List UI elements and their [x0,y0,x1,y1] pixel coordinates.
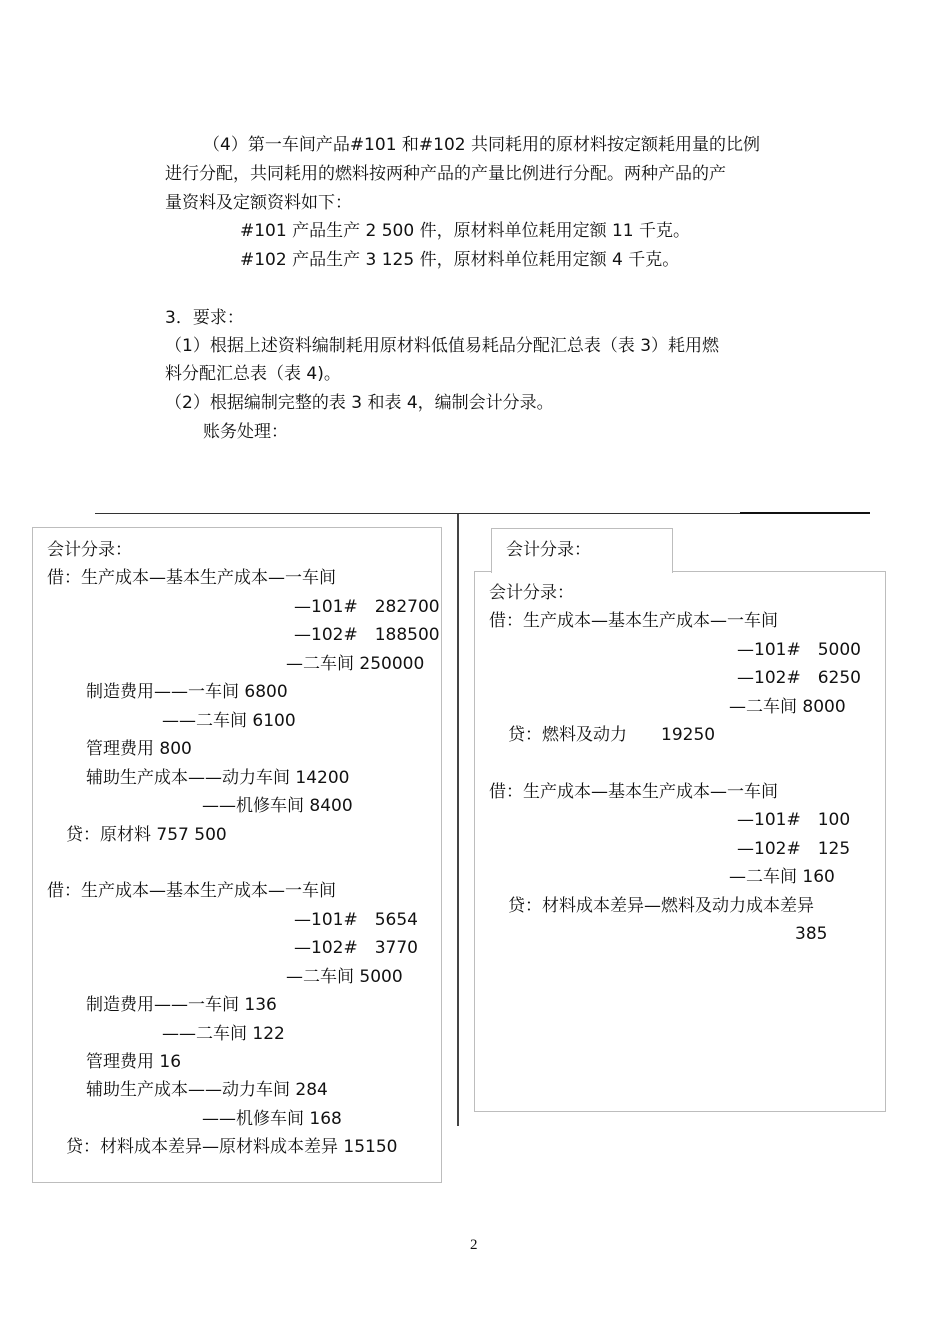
right-tab-label: 会计分录： [506,540,591,560]
left-e1-mgmt: 管理费用 800 [86,739,192,759]
left-e1-debit: 借：生产成本—基本生产成本—一车间 [47,568,336,588]
left-e1-aux-2: ——机修车间 8400 [202,796,353,816]
left-e1-102: —102# 188500 [294,625,440,645]
requirement-1-line-1: （1）根据上述资料编制耗用原材料低值易耗品分配汇总表（表 3）耗用燃 [165,336,720,356]
right-e1-workshop2: —二车间 8000 [729,697,846,717]
left-e1-mfg-2: ——二车间 6100 [162,711,296,731]
right-e2-101: —101# 100 [737,810,851,830]
right-e2-debit: 借：生产成本—基本生产成本—一车间 [489,782,778,802]
page-number: 2 [470,1237,478,1253]
right-e1-101: —101# 5000 [737,640,861,660]
left-e1-credit: 贷：原材料 757 500 [66,825,227,845]
product-102-line: #102 产品生产 3 125 件，原材料单位耗用定额 4 千克。 [240,250,680,270]
left-e2-mfg-2: ——二车间 122 [162,1024,285,1044]
left-e1-101: —101# 282700 [294,597,440,617]
right-e2-102: —102# 125 [737,839,851,859]
left-e2-mfg-1: 制造费用——一车间 136 [86,995,277,1015]
right-e2-workshop2: —二车间 160 [729,867,835,887]
left-e2-credit: 贷：材料成本差异—原材料成本差异 15150 [66,1137,398,1157]
left-heading: 会计分录： [47,540,132,560]
left-e2-aux-1: 辅助生产成本——动力车间 284 [86,1080,328,1100]
left-e2-aux-2: ——机修车间 168 [202,1109,342,1129]
left-e2-mgmt: 管理费用 16 [86,1052,182,1072]
intro-line-3: 量资料及定额资料如下： [165,193,352,213]
handling-label: 账务处理： [203,422,288,442]
right-e2-credit: 贷：材料成本差异—燃料及动力成本差异 [508,896,814,916]
right-e1-102: —102# 6250 [737,668,861,688]
product-101-line: #101 产品生产 2 500 件，原材料单位耗用定额 11 千克。 [240,221,691,241]
left-e2-workshop2: —二车间 5000 [286,967,403,987]
intro-line-1: （4）第一车间产品#101 和#102 共同耗用的原材料按定额耗用量的比例 [203,135,761,155]
right-e1-credit: 贷：燃料及动力 19250 [508,725,716,745]
right-heading: 会计分录： [489,583,574,603]
left-e1-workshop2: —二车间 250000 [286,654,425,674]
right-e1-debit: 借：生产成本—基本生产成本—一车间 [489,611,778,631]
left-e1-aux-1: 辅助生产成本——动力车间 14200 [86,768,350,788]
right-e2-amount: 385 [795,924,828,944]
requirement-1-line-2: 料分配汇总表（表 4)。 [165,364,341,384]
vertical-divider [457,514,459,1126]
left-e2-102: —102# 3770 [294,938,418,958]
left-e2-101: —101# 5654 [294,910,418,930]
left-e1-mfg-1: 制造费用——一车间 6800 [86,682,288,702]
intro-line-2: 进行分配，共同耗用的燃料按两种产品的产量比例进行分配。两种产品的产 [165,164,726,184]
horizontal-divider-bold [740,512,870,514]
requirements-title: 3．要求： [165,308,244,328]
requirement-2: （2）根据编制完整的表 3 和表 4，编制会计分录。 [165,393,554,413]
left-e2-debit: 借：生产成本—基本生产成本—一车间 [47,881,336,901]
